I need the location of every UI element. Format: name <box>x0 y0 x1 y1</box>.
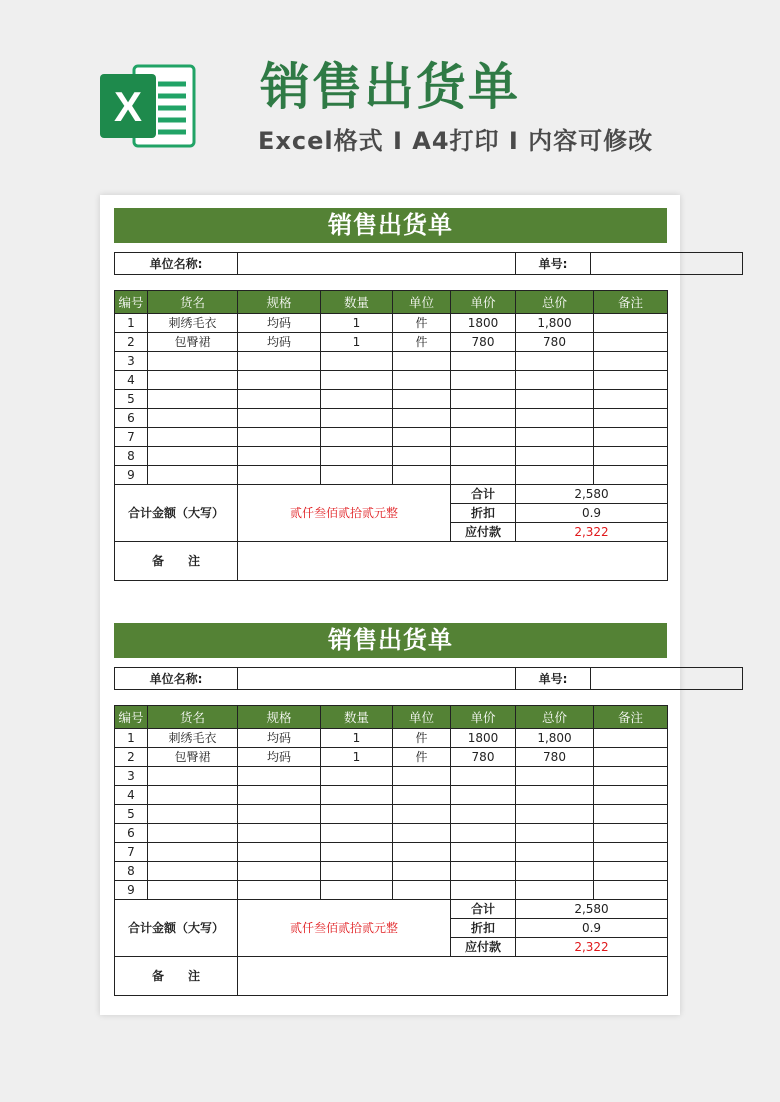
table-cell[interactable]: 780 <box>516 748 594 767</box>
table-cell[interactable] <box>148 881 238 900</box>
table-cell[interactable] <box>594 333 668 352</box>
table-cell[interactable] <box>321 428 393 447</box>
table-cell[interactable]: 件 <box>393 314 451 333</box>
table-cell[interactable] <box>238 352 321 371</box>
table-cell[interactable] <box>594 447 668 466</box>
table-cell[interactable] <box>238 447 321 466</box>
table-cell[interactable] <box>321 447 393 466</box>
column-header: 单价 <box>451 706 516 729</box>
table-cell[interactable] <box>451 447 516 466</box>
table-cell[interactable] <box>148 862 238 881</box>
table-cell[interactable] <box>594 786 668 805</box>
table-cell[interactable] <box>451 371 516 390</box>
table-cell[interactable] <box>321 843 393 862</box>
table-cell[interactable] <box>321 352 393 371</box>
discount-label: 折扣 <box>451 919 516 938</box>
table-cell[interactable]: 5 <box>115 805 148 824</box>
sum-value: 2,580 <box>516 485 668 504</box>
column-header: 数量 <box>321 291 393 314</box>
table-cell[interactable]: 件 <box>393 748 451 767</box>
table-row <box>115 466 668 485</box>
table-cell[interactable] <box>148 409 238 428</box>
table-cell[interactable] <box>516 786 594 805</box>
remark-field[interactable] <box>238 542 668 581</box>
table-cell[interactable]: 3 <box>115 352 148 371</box>
table-cell[interactable] <box>321 390 393 409</box>
table-cell[interactable] <box>148 466 238 485</box>
table-cell[interactable] <box>393 447 451 466</box>
table-cell[interactable]: 1800 <box>451 314 516 333</box>
table-row <box>115 862 668 881</box>
items-table <box>114 290 668 581</box>
table-cell[interactable] <box>238 805 321 824</box>
table-cell[interactable] <box>594 881 668 900</box>
table-cell[interactable] <box>451 409 516 428</box>
table-cell[interactable] <box>393 466 451 485</box>
column-header: 总价 <box>516 291 594 314</box>
table-row <box>115 409 668 428</box>
table-cell[interactable] <box>594 428 668 447</box>
table-cell[interactable] <box>594 409 668 428</box>
table-cell[interactable] <box>321 466 393 485</box>
table-cell[interactable] <box>516 466 594 485</box>
company-field[interactable] <box>238 253 516 275</box>
table-cell[interactable] <box>393 428 451 447</box>
table-cell[interactable] <box>516 409 594 428</box>
table-cell[interactable]: 1,800 <box>516 729 594 748</box>
table-cell[interactable] <box>238 786 321 805</box>
table-cell[interactable] <box>393 824 451 843</box>
table-cell[interactable] <box>238 390 321 409</box>
table-cell[interactable]: 均码 <box>238 314 321 333</box>
table-cell[interactable] <box>594 466 668 485</box>
column-header: 货名 <box>148 706 238 729</box>
table-cell[interactable] <box>238 824 321 843</box>
column-header: 数量 <box>321 706 393 729</box>
column-header: 编号 <box>115 291 148 314</box>
column-header: 总价 <box>516 706 594 729</box>
table-cell[interactable]: 均码 <box>238 729 321 748</box>
table-cell[interactable]: 6 <box>115 824 148 843</box>
table-cell[interactable] <box>451 881 516 900</box>
total-upper-label: 合计金额（大写） <box>115 900 238 957</box>
table-cell[interactable]: 件 <box>393 729 451 748</box>
table-cell[interactable]: 8 <box>115 447 148 466</box>
table-cell[interactable] <box>321 371 393 390</box>
table-cell[interactable] <box>148 786 238 805</box>
table-cell[interactable] <box>516 843 594 862</box>
table-cell[interactable] <box>148 352 238 371</box>
table-cell[interactable] <box>393 862 451 881</box>
table-cell[interactable]: 均码 <box>238 748 321 767</box>
table-row <box>115 333 668 352</box>
table-cell[interactable] <box>594 390 668 409</box>
table-cell[interactable] <box>238 843 321 862</box>
payable-label: 应付款 <box>451 938 516 957</box>
table-cell[interactable] <box>594 767 668 786</box>
table-cell[interactable] <box>451 824 516 843</box>
column-header: 单位 <box>393 291 451 314</box>
remark-field[interactable] <box>238 957 668 996</box>
table-cell[interactable]: 7 <box>115 843 148 862</box>
sum-label: 合计 <box>451 485 516 504</box>
remark-label: 备 注 <box>115 542 238 581</box>
sum-value: 2,580 <box>516 900 668 919</box>
table-cell[interactable] <box>238 881 321 900</box>
table-cell[interactable] <box>238 767 321 786</box>
paper-sheet <box>100 195 680 1015</box>
table-cell[interactable]: 6 <box>115 409 148 428</box>
logo-letter: X <box>113 83 143 130</box>
table-row <box>115 371 668 390</box>
company-field[interactable] <box>238 668 516 690</box>
sales-form-1 <box>114 208 667 581</box>
table-cell[interactable] <box>148 371 238 390</box>
table-cell[interactable] <box>238 371 321 390</box>
discount-value: 0.9 <box>516 504 668 523</box>
table-cell[interactable] <box>516 390 594 409</box>
table-cell[interactable] <box>516 862 594 881</box>
payable-label: 应付款 <box>451 523 516 542</box>
table-cell[interactable] <box>451 786 516 805</box>
company-label: 单位名称: <box>115 253 238 275</box>
table-cell[interactable] <box>594 824 668 843</box>
remark-label: 备 注 <box>115 957 238 996</box>
company-info-table <box>114 667 743 690</box>
table-cell[interactable] <box>516 824 594 843</box>
table-cell[interactable] <box>321 881 393 900</box>
table-row <box>115 786 668 805</box>
table-cell[interactable] <box>516 371 594 390</box>
table-row <box>115 767 668 786</box>
table-cell[interactable] <box>393 390 451 409</box>
table-cell[interactable] <box>594 748 668 767</box>
table-cell[interactable] <box>148 767 238 786</box>
total-upper-label: 合计金额（大写） <box>115 485 238 542</box>
table-cell[interactable] <box>451 390 516 409</box>
payable-value: 2,322 <box>516 938 668 957</box>
table-row <box>115 748 668 767</box>
page-subtitle: Excel格式 I A4打印 I 内容可修改 <box>258 127 654 155</box>
table-cell[interactable] <box>594 843 668 862</box>
sum-label: 合计 <box>451 900 516 919</box>
table-cell[interactable] <box>594 352 668 371</box>
table-cell[interactable]: 2 <box>115 748 148 767</box>
table-cell[interactable] <box>148 447 238 466</box>
column-header: 单价 <box>451 291 516 314</box>
table-cell[interactable]: 1 <box>321 333 393 352</box>
table-cell[interactable] <box>238 862 321 881</box>
table-cell[interactable]: 1,800 <box>516 314 594 333</box>
order-no-label: 单号: <box>516 668 591 690</box>
column-header: 备注 <box>594 706 668 729</box>
table-cell[interactable] <box>594 729 668 748</box>
column-header: 单位 <box>393 706 451 729</box>
table-cell[interactable]: 9 <box>115 881 148 900</box>
table-cell[interactable] <box>148 805 238 824</box>
sales-form-2 <box>114 623 667 996</box>
table-cell[interactable] <box>238 409 321 428</box>
column-header: 货名 <box>148 291 238 314</box>
table-row <box>115 881 668 900</box>
table-cell[interactable] <box>451 466 516 485</box>
table-cell[interactable]: 780 <box>451 748 516 767</box>
table-cell[interactable]: 刺绣毛衣 <box>148 729 238 748</box>
table-cell[interactable] <box>321 409 393 428</box>
table-cell[interactable] <box>393 409 451 428</box>
table-cell[interactable] <box>393 352 451 371</box>
table-cell[interactable]: 1 <box>115 729 148 748</box>
table-cell[interactable] <box>516 767 594 786</box>
table-cell[interactable] <box>451 862 516 881</box>
table-cell[interactable] <box>321 824 393 843</box>
table-row <box>115 390 668 409</box>
table-cell[interactable]: 1800 <box>451 729 516 748</box>
table-cell[interactable]: 780 <box>516 333 594 352</box>
page-title: 销售出货单 <box>260 58 520 116</box>
table-cell[interactable] <box>516 805 594 824</box>
table-cell[interactable]: 3 <box>115 767 148 786</box>
table-cell[interactable] <box>238 428 321 447</box>
payable-value: 2,322 <box>516 523 668 542</box>
table-cell[interactable] <box>594 371 668 390</box>
table-cell[interactable] <box>393 805 451 824</box>
table-cell[interactable]: 1 <box>115 314 148 333</box>
table-cell[interactable] <box>516 428 594 447</box>
table-cell[interactable]: 包臀裙 <box>148 333 238 352</box>
table-cell[interactable] <box>321 786 393 805</box>
table-cell[interactable]: 件 <box>393 333 451 352</box>
order-no-label: 单号: <box>516 253 591 275</box>
column-header: 编号 <box>115 706 148 729</box>
table-cell[interactable]: 7 <box>115 428 148 447</box>
table-cell[interactable] <box>148 824 238 843</box>
table-row <box>115 314 668 333</box>
items-table <box>114 705 668 996</box>
table-cell[interactable]: 780 <box>451 333 516 352</box>
table-row <box>115 428 668 447</box>
column-header: 规格 <box>238 291 321 314</box>
table-cell[interactable] <box>594 314 668 333</box>
column-header: 备注 <box>594 291 668 314</box>
table-cell[interactable] <box>516 352 594 371</box>
excel-logo-icon <box>100 60 198 152</box>
order-no-field[interactable] <box>591 668 743 690</box>
order-no-field[interactable] <box>591 253 743 275</box>
table-row <box>115 447 668 466</box>
table-cell[interactable] <box>451 843 516 862</box>
table-cell[interactable] <box>393 371 451 390</box>
table-row <box>115 352 668 371</box>
table-cell[interactable] <box>451 767 516 786</box>
table-cell[interactable] <box>321 767 393 786</box>
table-cell[interactable] <box>451 805 516 824</box>
discount-label: 折扣 <box>451 504 516 523</box>
column-header: 规格 <box>238 706 321 729</box>
table-cell[interactable]: 1 <box>321 748 393 767</box>
total-upper-value: 贰仟叁佰贰拾贰元整 <box>238 485 451 542</box>
table-cell[interactable]: 8 <box>115 862 148 881</box>
table-cell[interactable] <box>393 767 451 786</box>
total-upper-value: 贰仟叁佰贰拾贰元整 <box>238 900 451 957</box>
table-cell[interactable] <box>148 390 238 409</box>
table-cell[interactable] <box>594 805 668 824</box>
table-row <box>115 729 668 748</box>
table-row <box>115 805 668 824</box>
table-cell[interactable] <box>516 881 594 900</box>
table-row <box>115 824 668 843</box>
table-cell[interactable]: 包臀裙 <box>148 748 238 767</box>
table-cell[interactable]: 4 <box>115 786 148 805</box>
table-cell[interactable] <box>393 843 451 862</box>
table-cell[interactable]: 1 <box>321 729 393 748</box>
table-cell[interactable]: 1 <box>321 314 393 333</box>
table-cell[interactable] <box>594 862 668 881</box>
table-cell[interactable]: 4 <box>115 371 148 390</box>
table-cell[interactable]: 9 <box>115 466 148 485</box>
table-cell[interactable] <box>238 466 321 485</box>
table-cell[interactable] <box>321 805 393 824</box>
table-cell[interactable] <box>148 428 238 447</box>
discount-value: 0.9 <box>516 919 668 938</box>
table-cell[interactable]: 刺绣毛衣 <box>148 314 238 333</box>
table-cell[interactable]: 2 <box>115 333 148 352</box>
form-title: 销售出货单 <box>114 623 667 658</box>
table-cell[interactable] <box>321 862 393 881</box>
company-info-table <box>114 252 743 275</box>
table-row <box>115 843 668 862</box>
company-label: 单位名称: <box>115 668 238 690</box>
table-cell[interactable] <box>516 447 594 466</box>
table-cell[interactable] <box>393 786 451 805</box>
table-cell[interactable] <box>451 352 516 371</box>
table-cell[interactable] <box>393 881 451 900</box>
form-title: 销售出货单 <box>114 208 667 243</box>
table-cell[interactable]: 均码 <box>238 333 321 352</box>
table-cell[interactable] <box>451 428 516 447</box>
table-cell[interactable]: 5 <box>115 390 148 409</box>
table-cell[interactable] <box>148 843 238 862</box>
